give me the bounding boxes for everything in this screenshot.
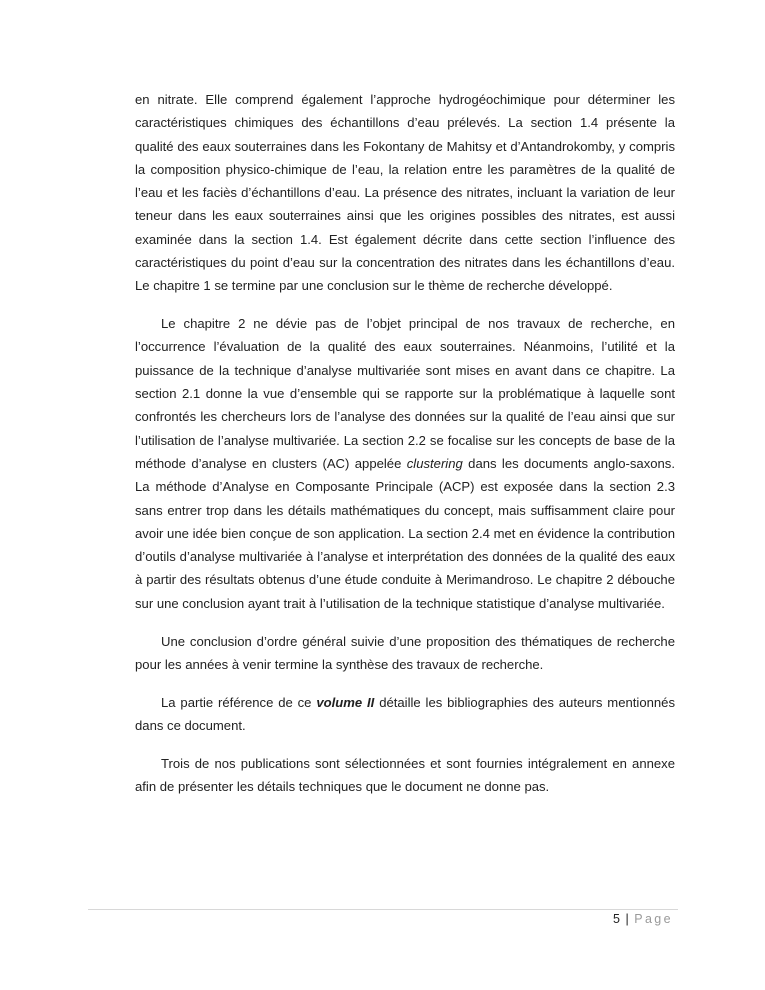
paragraph-text: Trois de nos publications sont sélectionnées et sont fournies intégralement en annexe afin de présenter les détails techniques que le document ne donne pas.: [135, 755, 675, 795]
body-text: [135, 88, 675, 813]
italic-term-clustering: clustering: [406, 455, 463, 471]
paragraph-text: La partie référence de ce: [161, 694, 317, 710]
bold-italic-volume-ii: volume II: [316, 694, 375, 710]
paragraph-text: Une conclusion d’ordre général suivie d’une proposition des thématiques de recherche pour les années à venir termine la synthèse des travaux de recherche.: [135, 633, 675, 672]
paragraph-text: détaille les bibliographies des auteurs mentionnés dans ce document.: [135, 694, 676, 733]
paragraph-text: en nitrate. Elle comprend également l’approche hydrogéochimique pour déterminer les caractéristiques chimiques des échantillons d’eau prélevés. La section 1.4 présente la qualité des eaux souterraines dans les Fokontany de Mahitsy et d’Antandrokomby, y compris la composition physico-chimique de l’eau, la relation entre les paramètres de la qualité de l’eau et les faciès d’échantillons d’eau. La présence des nitrates, incluant la variation de leur teneur dans les eaux souterraines ainsi que les origines possibles des nitrates, est aussi examinée dans la section 1.4. Est également décrite dans cette section l’influence des caractéristiques du point d’eau sur la concentration des nitrates dans les échantillons d’eau. Le chapitre 1 se termine par une conclusion sur le thème de recherche développé.: [135, 92, 675, 294]
paragraph-chapter-1-summary: [135, 88, 675, 298]
page-footer: [613, 912, 673, 926]
paragraph-text: dans les documents anglo-saxons. La méthode d’Analyse en Composante Principale (ACP) est exposée dans la section 2.3 sans entrer trop dans les détails mathématiques du concept, mais suffisamment claire pour avoir une idée bien conçue de son application. La section 2.4 met en évidence la contribution d’outils d’analyse multivariée à l’analyse et interprétation des données de la qualité des eaux à partir des résultats obtenus d’une étude conduite à Merimandroso. Le chapitre 2 débouche sur une conclusion ayant trait à l’utilisation de la technique statistique d’analyse multivariée.: [135, 455, 675, 611]
footer-separator: |: [625, 912, 629, 926]
page-label: Page: [634, 912, 673, 926]
paragraph-chapter-2-summary: [135, 312, 675, 615]
footer-divider: [88, 909, 678, 910]
page-number: 5: [613, 912, 620, 926]
paragraph-references: [135, 691, 675, 738]
paragraph-annexes: [135, 752, 675, 799]
paragraph-text: Le chapitre 2 ne dévie pas de l’objet principal de nos travaux de recherche, en l’occurrence l’évaluation de la qualité des eaux souterraines. Néanmoins, l’utilité et la puissance de la technique d’analyse multivariée sont mises en avant dans ce chapitre. La section 2.1 donne la vue d’ensemble qui se rapporte sur la problématique à laquelle sont confrontés les chercheurs lors de l’analyse des données sur la qualité de l’eau ainsi que sur l’utilisation de l’analyse multivariée. La section 2.2 se focalise sur les concepts de base de la méthode d’analyse en clusters (AC) appelée: [135, 316, 675, 471]
paragraph-general-conclusion: [135, 630, 675, 677]
